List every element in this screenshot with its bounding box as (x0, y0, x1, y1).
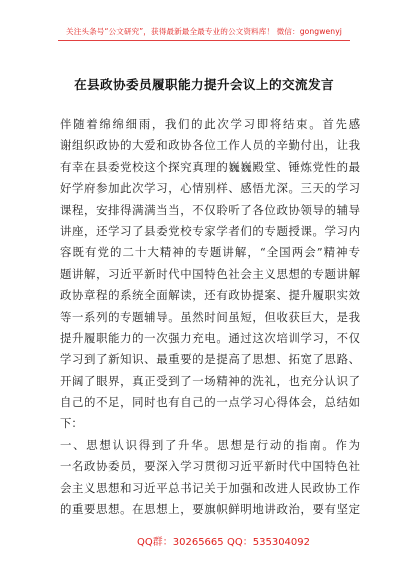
body-line: 自己的不足，同时也有自己的一点学习心得体会，总结如 (60, 395, 360, 410)
footer-qq-group: QQ群：30265665 (137, 537, 224, 548)
body-line: 学习到了新知识、最重要的是提高了思想、拓宽了思路、 (60, 352, 360, 367)
body-line: 开阔了眼界，真正受到了一场精神的洗礼，也充分认识了 (60, 373, 360, 388)
body-line: 一名政协委员，要深入学习贯彻习近平新时代中国特色社 (60, 459, 360, 474)
body-line: 下： (60, 416, 83, 431)
body-line: 一、思想认识得到了升华。思想是行动的指南。作为 (60, 437, 360, 452)
header-notice: 关注头条号“公文研究”，获得最新最全最专业的公文资料库！ 微信：gongwenyj (66, 27, 342, 36)
page-footer (0, 533, 408, 549)
page-header (0, 0, 408, 40)
body-line: 伴随着绵绵细雨，我们的此次学习即将结束。首先感 (60, 117, 360, 131)
body-line: 讲座，还学习了县委党校专家学者们的专题授课。学习内 (60, 223, 360, 238)
body-line: 题讲解，习近平新时代中国特色社会主义思想的专题讲解 (60, 266, 360, 281)
body-line: 好学府参加此次学习，心情别样、感悟尤深。三天的学习 (60, 181, 360, 196)
header-divider (58, 40, 350, 41)
body-line: 政协章程的系统全面解读，还有政协提案、提升履职实效 (60, 288, 360, 303)
body-line: 会主义思想和习近平总书记关于加强和改进人民政协工作 (60, 480, 360, 495)
body-line: 谢组织政协的大爱和政协各位工作人员的辛勤付出，让我 (60, 138, 360, 153)
body-line: 等一系列的专题辅导。虽然时间虽短，但收获巨大，是我 (60, 309, 360, 324)
body-line: 有幸在县委党校这个探究真理的巍巍殿堂、锤炼党性的最 (60, 159, 360, 174)
body-line: 的重要思想。在思想上，要旗帜鲜明地讲政治，要有坚定 (60, 502, 360, 517)
body-line: 容既有党的二十大精神的专题讲解，“全国两会”精神专 (60, 245, 360, 260)
document-body (60, 114, 360, 520)
footer-qq-number: QQ：535304092 (227, 537, 311, 548)
document-title: 在县政协委员履职能力提升会议上的交流发言 (74, 77, 334, 92)
body-line: 提升履职能力的一次强力充电。通过这次培训学习，不仅 (60, 330, 360, 345)
body-line: 课程，安排得满满当当，不仅聆听了各位政协领导的辅导 (60, 202, 360, 217)
